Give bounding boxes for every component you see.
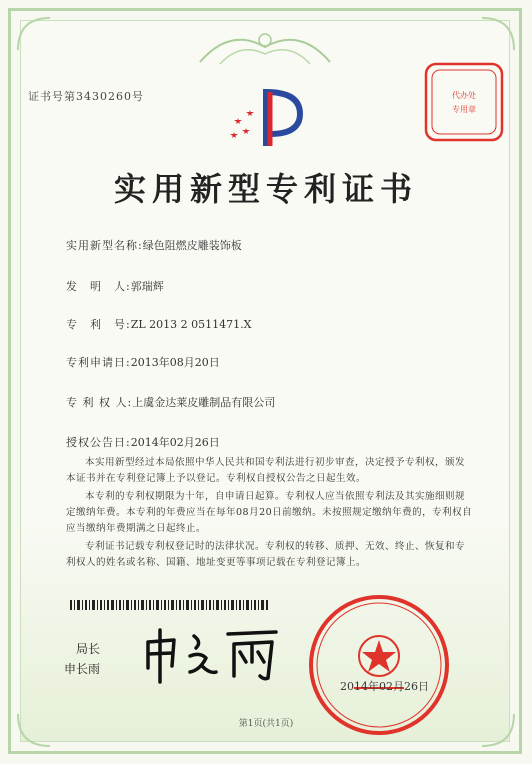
field-patentee: 专 利 权 人:上虞金达莱皮雕制品有限公司 <box>66 396 276 409</box>
director-title: 局长 <box>76 642 101 656</box>
svg-text:专用章: 专用章 <box>452 105 476 114</box>
field-application-date: 专利申请日:2013年08月20日 <box>66 356 220 369</box>
field-inventor: 发 明 人:郭瑞辉 <box>66 280 164 293</box>
cnipa-logo-icon <box>226 84 318 150</box>
page-title: 实用新型专利证书 <box>113 170 418 208</box>
field-utility-model-name: 实用新型名称:绿色阻燃皮雕装饰板 <box>66 239 242 252</box>
seal-date: 2014年02月26日 <box>340 680 429 693</box>
director-name: 申长雨 <box>64 662 101 676</box>
corner-ornament-tr <box>478 14 518 54</box>
field-patent-number: 专 利 号:ZL 2013 2 0511471.X <box>66 318 252 331</box>
paragraph: 专利证书记载专利权登记时的法律状况。专利权的转移、质押、无效、终止、恢复和专利权人的姓名或名称、国籍、地址变更等事项记载在专利登记簿上。 <box>66 541 466 568</box>
paragraph: 本专利的专利权期限为十年，自申请日起算。专利权人应当依照专利法及其实施细则规定缴纳年费。本专利的年费应当在每年08月20日前缴纳。未按照规定缴纳年费的，专利权自应当缴纳年费期满之日起终止。 <box>66 491 473 534</box>
agency-seal-icon <box>420 58 508 146</box>
barcode-icon <box>70 600 270 610</box>
field-grant-date: 授权公告日:2014年02月26日 <box>66 436 220 449</box>
page-number: 第1页(共1页) <box>238 719 294 729</box>
director-signature-icon <box>140 622 280 686</box>
paragraph: 本实用新型经过本局依照中华人民共和国专利法进行初步审查，决定授予专利权，颁发本证书并在专利登记簿上予以登记。专利权自授权公告之日起生效。 <box>66 457 466 484</box>
corner-ornament-tl <box>14 14 54 54</box>
certificate-body <box>66 455 474 573</box>
svg-text:代办处: 代办处 <box>452 91 476 100</box>
certificate-number: 证书号第3430260号 <box>28 90 144 103</box>
top-ornament <box>190 22 340 72</box>
